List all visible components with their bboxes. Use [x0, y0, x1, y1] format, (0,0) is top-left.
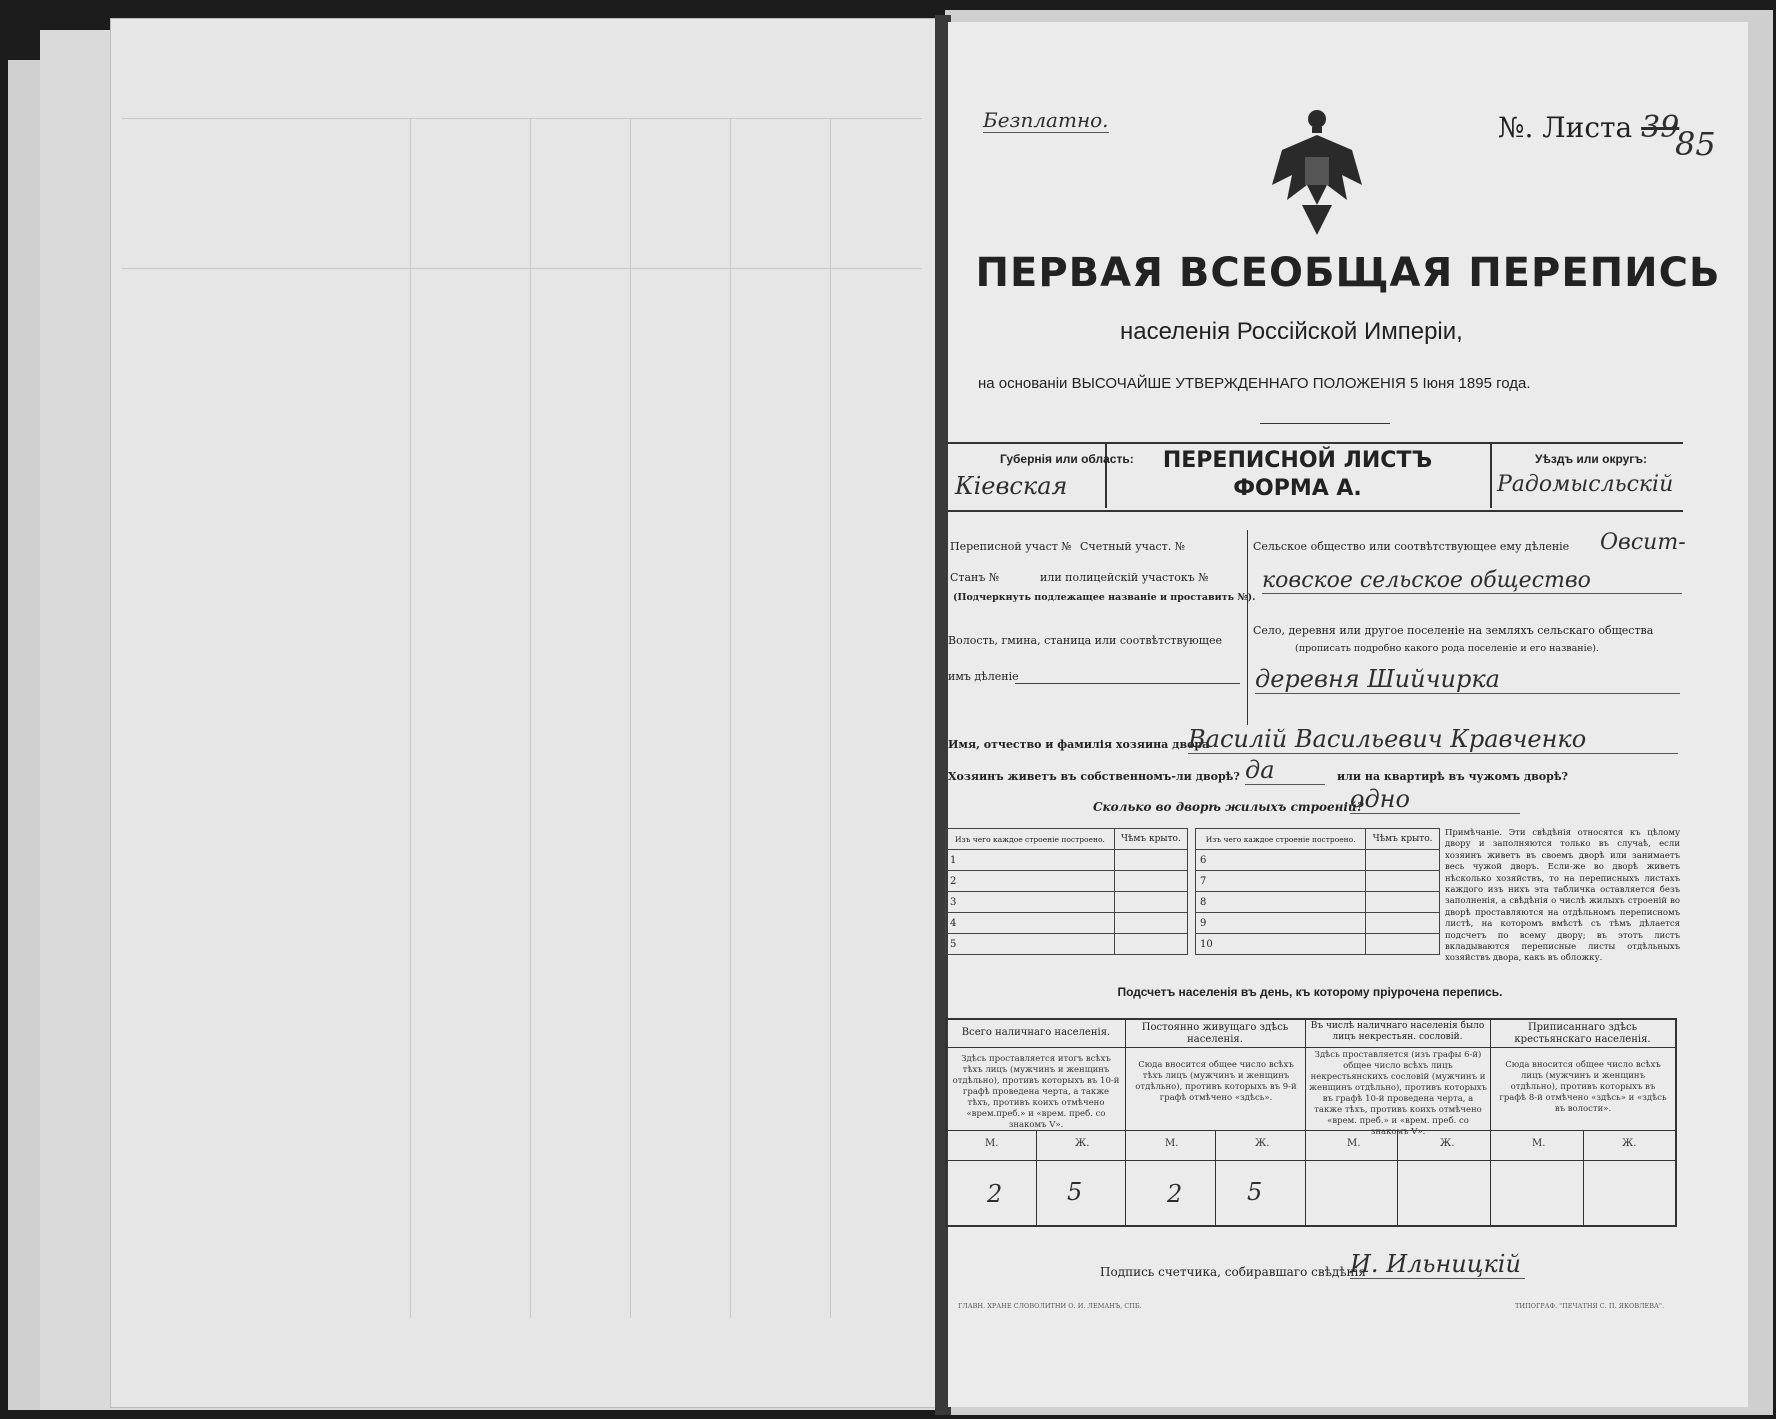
stats-col-2-head: Постоянно живущаго здѣсь населенія. [1141, 1022, 1289, 1045]
buildings-col-roof: Чѣмъ крыто. [1114, 829, 1187, 850]
society-label: Сельское общество или соотвѣтствующее ему дѣленіе [1253, 540, 1570, 553]
stats-col-1-m-value: 2 [987, 1180, 1003, 1208]
stats-col-3-head: Въ числѣ наличнаго населенія было лицъ некрестьян. сословій. [1310, 1021, 1485, 1042]
village-note: (прописать подробно какого рода поселеніе и его названіе). [1295, 643, 1599, 654]
census-title: ПЕРВАЯ ВСЕОБЩАЯ ПЕРЕПИСЬ [975, 250, 1721, 296]
buildings-row: 8 [1196, 892, 1366, 913]
buildings-col-roof: Чѣмъ крыто. [1366, 829, 1440, 850]
stats-table [945, 1018, 1677, 1227]
stats-col-2-zh: Ж. [1255, 1138, 1270, 1149]
volost-line-1: Волость, гмина, станица или соотвѣтствующее [948, 634, 1222, 647]
buildings-row: 9 [1196, 913, 1366, 934]
stats-col-3-desc: Здѣсь проставляется (изъ графы 6-й) общее число всѣхъ лицъ некрестьянскихъ сословій (мужчинъ и женщинъ отдѣльно), противъ которыхъ въ графѣ 10-й проведена черта, а также тѣхъ, противъ коихъ отмѣчено «врем. преб.» и «врем. преб. со знакомъ V». [1309, 1050, 1487, 1137]
sheet-number-value: 39 [1641, 110, 1680, 145]
society-value-2: ковское сельское общество [1262, 568, 1682, 594]
note-text: Примѣчаніе. Эти свѣдѣнія относятся къ цѣлому двору и заполняются только въ случаѣ, если хозяинъ живетъ въ своемъ дворѣ или занимаетъ весь чужой дворъ. Если-же во дворѣ живетъ нѣсколько хозяйствъ, то на переписныхъ листахъ каждого изъ нихъ эта табличка оставляется безъ заполненія, а свѣдѣнія о числѣ жилыхъ строеній во дворѣ проставляются на отдѣльномъ переписномъ листѣ, на которомъ вмѣстѣ съ тѣмъ дѣлается подсчетъ по всему двору; въ этотъ листъ вкладываются переписные листы отдѣльныхъ хозяйствъ двора, какъ въ обложку. [1445, 828, 1680, 964]
stats-col-4-m: М. [1532, 1138, 1546, 1149]
sheet-form: ФОРМА А. [1233, 476, 1362, 501]
buildings-label: Сколько во дворѣ жилыхъ строеній? [1093, 800, 1364, 814]
sheet-number-label: №. Листа [1498, 111, 1633, 144]
imperial-eagle-emblem [1262, 105, 1372, 240]
stats-col-1-zh: Ж. [1075, 1138, 1090, 1149]
buildings-row: 1 [946, 850, 1115, 871]
owner-value: Василій Васильевич Кравченко [1188, 725, 1678, 754]
form-divider [1247, 530, 1248, 725]
stats-col-1-m: М. [985, 1138, 999, 1149]
uezd-label: Уѣздъ или округъ: [1535, 452, 1648, 466]
buildings-row: 5 [946, 934, 1115, 955]
buildings-value: одно [1350, 785, 1520, 814]
census-district: Переписной участ № [950, 540, 1072, 553]
stats-col-1-head: Всего наличнаго населенія. [961, 1027, 1111, 1038]
own-yard-value: да [1245, 756, 1325, 785]
stats-col-3-m: М. [1347, 1138, 1361, 1149]
footer-left: ГЛАВН. ХРАНЕ СЛОВОЛИТНИ О. И. ЛЕМАНЪ, СПБ. [958, 1302, 1142, 1310]
uezd-value: Радомысльскій [1497, 472, 1674, 497]
buildings-table-left [945, 828, 1188, 955]
census-subtitle: населенія Россійской Имперіи, [1120, 318, 1463, 345]
buildings-col-material: Изъ чего каждое строеніе построено. [1196, 829, 1366, 850]
stats-col-3-zh: Ж. [1440, 1138, 1455, 1149]
police-district: или полицейскій участокъ № [1040, 571, 1209, 584]
signature-value: И. Ильницкій [1350, 1250, 1525, 1279]
stats-col-4-head: Приписаннаго здѣсь крестьянскаго населенія. [1514, 1022, 1651, 1045]
buildings-row: 10 [1196, 934, 1366, 955]
stats-col-4-zh: Ж. [1622, 1138, 1637, 1149]
left-page [110, 18, 940, 1408]
rent-label: или на квартирѣ въ чужомъ дворѣ? [1337, 770, 1568, 783]
guberniya-label: Губернія или область: [1000, 452, 1134, 466]
owner-label: Имя, отчество и фамилія хозяина двора [948, 738, 1210, 751]
footer-right: ТИПОГРАФ. "ПЕЧАТНЯ С. П. ЯКОВЛЕВА". [1515, 1302, 1665, 1310]
guberniya-value: Кіевская [955, 472, 1068, 500]
stan: Станъ № [950, 571, 1000, 584]
stats-col-1-desc: Здѣсь проставляется итогъ всѣхъ тѣхъ лицъ (мужчинъ и женщинъ отдѣльно), противъ которыхъ въ 10-й графѣ проведена черта, а также тѣхъ, противъ коихъ отмѣчено «врем.преб.» и «врем. преб. со знакомъ V». [952, 1054, 1120, 1130]
ornament-divider [1260, 423, 1390, 424]
village-label: Село, деревня или другое поселеніе на земляхъ сельскаго общества [1253, 624, 1654, 637]
census-basis: на основаніи ВЫСОЧАЙШЕ УТВЕРЖДЕННАГО ПОЛОЖЕНІЯ 5 Іюня 1895 года. [978, 375, 1531, 392]
sheet-title: ПЕРЕПИСНОЙ ЛИСТЪ [1162, 448, 1433, 473]
stats-title: Подсчетъ населенія въ день, къ которому пріурочена перепись. [1117, 985, 1503, 999]
buildings-table-right [1195, 828, 1440, 955]
society-value-1: Овсит- [1600, 530, 1686, 555]
count-district: Счетный участ. № [1080, 540, 1186, 553]
volost-line-2: имъ дѣленіе [948, 670, 1019, 683]
village-value: деревня Шийчирка [1255, 665, 1680, 694]
free-label: Безплатно. [983, 108, 1109, 132]
stats-col-2-m-value: 2 [1167, 1180, 1183, 1208]
own-yard-label: Хозяинъ живетъ въ собственномъ-ли дворѣ? [948, 770, 1240, 783]
buildings-row: 6 [1196, 850, 1366, 871]
stats-col-4-desc: Сюда вносится общее число всѣхъ лицъ (мужчинъ и женщинъ отдѣльно), противъ которыхъ въ графѣ 8-й отмѣчено «здѣсь» и «здѣсь въ волости». [1499, 1060, 1667, 1114]
stats-col-2-m: М. [1165, 1138, 1179, 1149]
stats-col-1-zh-value: 5 [1067, 1178, 1083, 1206]
buildings-row: 4 [946, 913, 1115, 934]
buildings-row: 3 [946, 892, 1115, 913]
buildings-col-material: Изъ чего каждое строеніе построено. [946, 829, 1115, 850]
stats-col-2-zh-value: 5 [1247, 1178, 1263, 1206]
underline-note: (Подчеркнуть подлежащее названіе и проставить №). [953, 592, 1256, 603]
sheet-number-handwritten: 85 [1675, 125, 1716, 163]
buildings-row: 7 [1196, 871, 1366, 892]
stats-col-2-desc: Сюда вносится общее число всѣхъ тѣхъ лицъ (мужчинъ и женщинъ отдѣльно), противъ которыхъ въ 9-й графѣ отмѣчено «здѣсь». [1135, 1060, 1297, 1103]
buildings-row: 2 [946, 871, 1115, 892]
signature-label: Подпись счетчика, собиравшаго свѣдѣнія [1100, 1265, 1366, 1279]
